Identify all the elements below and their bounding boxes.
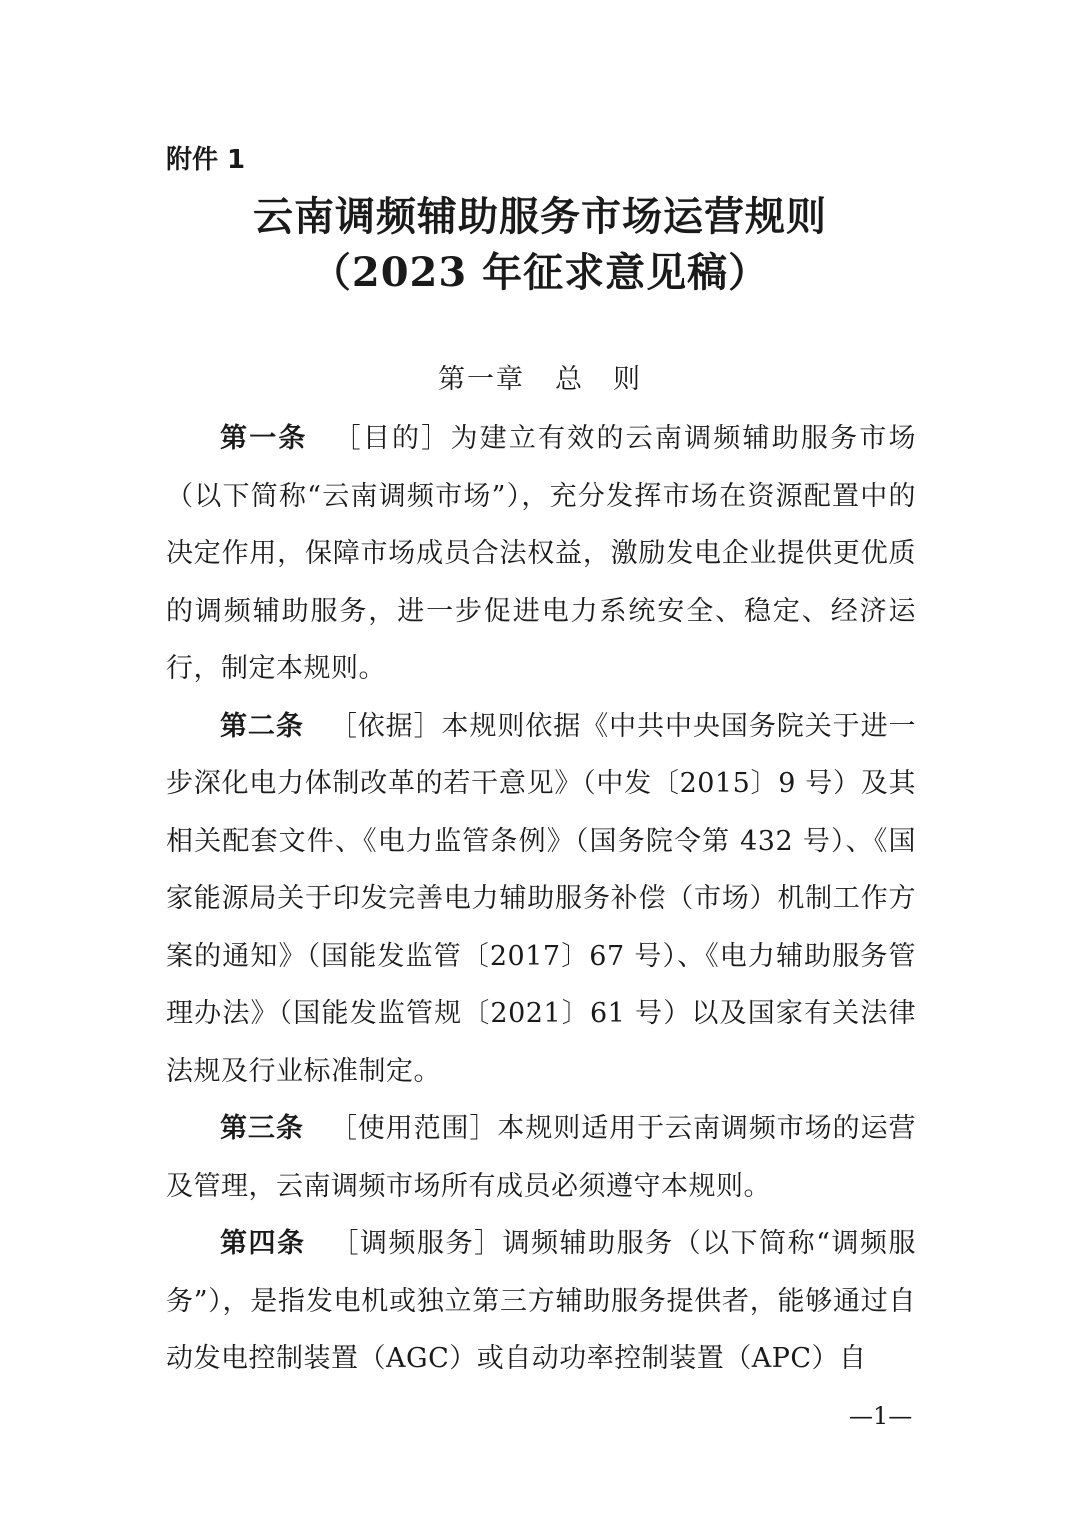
article-paragraph	[166, 1215, 916, 1388]
chapter-name: 总 则	[555, 364, 642, 395]
article-text: ［使用范围］本规则适用于云南调频市场的运营及管理，云南调频市场所有成员必须遵守本规则。	[166, 1113, 917, 1202]
attachment-label: 附件 1	[166, 145, 246, 175]
chapter-heading	[0, 360, 1080, 400]
document-body	[166, 410, 916, 1388]
document-title: 云南调频辅助服务市场运营规则	[253, 193, 827, 240]
article-paragraph	[166, 1100, 916, 1215]
article-number: 第一条	[220, 423, 308, 454]
document-subtitle: （2023 年征求意见稿）	[310, 249, 770, 296]
article-text: ［依据］本规则依据《中共中央国务院关于进一步深化电力体制改革的若干意见》（中发〔2015〕9 号）及其相关配套文件、《电力监管条例》（国务院令第 432 号）、《国家能源局关于印发完善电力辅助服务补偿（市场）机制工作方案的通知》（国能发监管〔2017〕67 号）、《电力辅助服务管理办法》（国能发监管规〔2021〕61 号）以及国家有关法律法规及行业标准制定。	[166, 710, 917, 1087]
article-paragraph	[166, 698, 916, 1101]
chapter-number: 第一章	[438, 364, 525, 395]
article-number: 第二条	[220, 710, 304, 742]
article-text: ［目的］为建立有效的云南调频辅助服务市场（以下简称“云南调频市场”），充分发挥市场在资源配置中的决定作用，保障市场成员合法权益，激励发电企业提供更优质的调频辅助服务，进一步促进电力系统安全、稳定、经济运行，制定本规则。	[166, 423, 917, 684]
article-paragraph	[166, 410, 916, 698]
article-number: 第三条	[220, 1113, 304, 1144]
article-number: 第四条	[220, 1228, 306, 1259]
article-text: ［调频服务］调频辅助服务（以下简称“调频服务”），是指发电机或独立第三方辅助服务提供者，能够通过自动发电控制装置（AGC）或自动功率控制装置（APC）自	[166, 1228, 916, 1374]
page-number: —1—	[849, 1402, 913, 1430]
